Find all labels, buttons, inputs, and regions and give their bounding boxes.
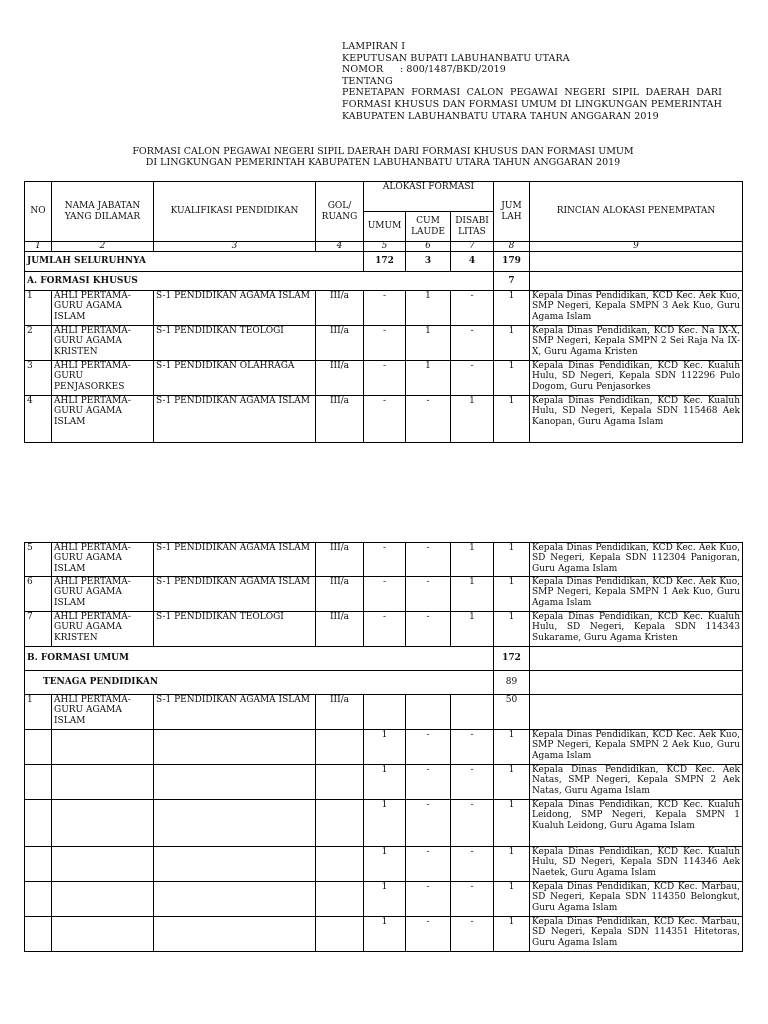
row-umum: 1 — [364, 765, 406, 800]
col-umum: UMUM — [364, 212, 406, 242]
row-gol: III/a — [316, 326, 364, 361]
row-umum: 1 — [364, 917, 406, 952]
index-cell: 7 — [451, 242, 494, 252]
col-no: NO — [25, 182, 52, 242]
tentang-label: TENTANG — [342, 75, 393, 87]
index-cell: 3 — [154, 242, 316, 252]
row-no: 5 — [25, 543, 52, 577]
section-row — [25, 647, 743, 671]
row-disabilitas: 1 — [451, 577, 494, 612]
row-disabilitas: - — [451, 730, 494, 765]
row-kualifikasi: S-1 PENDIDIKAN AGAMA ISLAM — [154, 577, 316, 612]
keputusan-label: KEPUTUSAN BUPATI LABUHANBATU UTARA — [342, 52, 570, 64]
row-kualifikasi: S-1 PENDIDIKAN OLAHRAGA — [154, 361, 316, 396]
appendix-header — [342, 41, 722, 122]
row-rincian: Kepala Dinas Pendidikan, KCD Kec. Kualuh Hulu, SD Negeri, Kepala SDN 114343 Sukarame, Guru Agama Kristen — [530, 612, 743, 647]
row-disabilitas: 1 — [451, 612, 494, 647]
row-kualifikasi: S-1 PENDIDIKAN TEOLOGI — [154, 326, 316, 361]
empty-cell — [154, 847, 316, 882]
formation-table-part-2 — [24, 542, 743, 952]
col-cum-laude: CUM LAUDE — [406, 212, 451, 242]
row-kualifikasi: S-1 PENDIDIKAN AGAMA ISLAM — [154, 543, 316, 577]
row-jumlah: 1 — [494, 847, 530, 882]
row-gol: III/a — [316, 291, 364, 326]
nomor-line — [342, 64, 722, 76]
section-label-khusus: A. FORMASI KHUSUS — [25, 272, 494, 291]
table-row — [25, 396, 743, 443]
row-rincian: Kepala Dinas Pendidikan, KCD Kec. Kualuh Hulu, SD Negeri, Kepala SDN 112296 Pulo Dogom, Guru Penjasorkes — [530, 361, 743, 396]
index-cell: 4 — [316, 242, 364, 252]
row-gol: III/a — [316, 577, 364, 612]
empty-cell — [316, 730, 364, 765]
total-jumlah: 179 — [494, 252, 530, 272]
index-cell: 5 — [364, 242, 406, 252]
row-gol: III/a — [316, 361, 364, 396]
index-cell: 9 — [530, 242, 743, 252]
empty-cell — [530, 647, 743, 671]
empty-cell — [530, 272, 743, 291]
row-no: 4 — [25, 396, 52, 443]
document-title — [24, 147, 742, 169]
row-rincian: Kepala Dinas Pendidikan, KCD Kec. Marbau, SD Negeri, Kepala SDN 114351 Hitetoras, Guru Agama Islam — [530, 917, 743, 952]
empty-cell — [530, 695, 743, 730]
col-alokasi: ALOKASI FORMASI — [364, 182, 494, 212]
index-cell: 1 — [25, 242, 52, 252]
placement-row — [25, 847, 743, 882]
row-rincian: Kepala Dinas Pendidikan, KCD Kec. Kualuh Hulu, SD Negeri, Kepala SDN 114346 Aek Naetek, Guru Agama Islam — [530, 847, 743, 882]
empty-cell — [154, 765, 316, 800]
placement-row — [25, 765, 743, 800]
table-row — [25, 612, 743, 647]
total-label: JUMLAH SELURUHNYA — [25, 252, 364, 272]
subject-line-3: KABUPATEN LABUHANBATU UTARA TAHUN ANGGARAN 2019 — [342, 110, 659, 122]
empty-cell — [451, 695, 494, 730]
table-row — [25, 326, 743, 361]
row-umum: 1 — [364, 800, 406, 847]
col-gol: GOL/ RUANG — [316, 182, 364, 242]
row-rincian: Kepala Dinas Pendidikan, KCD Kec. Aek Kuo, SD Negeri, Kepala SDN 112304 Panigoran, Guru Agama Islam — [530, 543, 743, 577]
index-cell: 8 — [494, 242, 530, 252]
title-line-2: DI LINGKUNGAN PEMERINTAH KABUPATEN LABUHANBATU UTARA TAHUN ANGGARAN 2019 — [145, 156, 621, 168]
row-no: 1 — [25, 695, 52, 730]
title-line-1: FORMASI CALON PEGAWAI NEGERI SIPIL DAERAH DARI FORMASI KHUSUS DAN FORMASI UMUM — [132, 146, 634, 157]
row-disabilitas: - — [451, 847, 494, 882]
row-no: 7 — [25, 612, 52, 647]
row-rincian: Kepala Dinas Pendidikan, KCD Kec. Aek Kuo, SMP Negeri, Kepala SMPN 3 Aek Kuo, Guru Agama Islam — [530, 291, 743, 326]
empty-cell — [25, 765, 52, 800]
job-row — [25, 695, 743, 730]
total-row — [25, 252, 743, 272]
nomor-label: NOMOR — [342, 64, 384, 76]
section-label-umum: B. FORMASI UMUM — [25, 647, 494, 671]
row-rincian: Kepala Dinas Pendidikan, KCD Kec. Aek Kuo, SMP Negeri, Kepala SMPN 2 Aek Kuo, Guru Agama Islam — [530, 730, 743, 765]
placement-row — [25, 800, 743, 847]
row-cum-laude: - — [406, 543, 451, 577]
index-cell: 2 — [52, 242, 154, 252]
row-kualifikasi: S-1 PENDIDIKAN TEOLOGI — [154, 612, 316, 647]
subsection-row — [25, 671, 743, 695]
total-cum-laude: 3 — [406, 252, 451, 272]
row-disabilitas: 1 — [451, 543, 494, 577]
row-no: 2 — [25, 326, 52, 361]
empty-cell — [154, 730, 316, 765]
row-cum-laude: 1 — [406, 326, 451, 361]
index-cell: 6 — [406, 242, 451, 252]
row-cum-laude: 1 — [406, 361, 451, 396]
empty-cell — [52, 765, 154, 800]
empty-cell — [25, 917, 52, 952]
row-jumlah: 1 — [494, 396, 530, 443]
row-jumlah: 1 — [494, 612, 530, 647]
row-cum-laude: - — [406, 765, 451, 800]
column-index-row — [25, 242, 743, 252]
row-cum-laude: - — [406, 396, 451, 443]
total-umum: 172 — [364, 252, 406, 272]
row-cum-laude: - — [406, 847, 451, 882]
row-cum-laude: 1 — [406, 291, 451, 326]
row-umum: - — [364, 396, 406, 443]
row-disabilitas: - — [451, 917, 494, 952]
empty-cell — [52, 800, 154, 847]
row-rincian: Kepala Dinas Pendidikan, KCD Kec. Kualuh Leidong, SMP Negeri, Kepala SMPN 1 Kualuh Leidong, Guru Agama Islam — [530, 800, 743, 847]
row-jabatan: AHLI PERTAMA- GURU AGAMA ISLAM — [52, 695, 154, 730]
section-row — [25, 272, 743, 291]
row-jabatan: AHLI PERTAMA- GURU AGAMA ISLAM — [52, 291, 154, 326]
row-jumlah: 1 — [494, 291, 530, 326]
row-rincian: Kepala Dinas Pendidikan, KCD Kec. Marbau, SD Negeri, Kepala SDN 114350 Belongkut, Guru Agama Islam — [530, 882, 743, 917]
row-cum-laude: - — [406, 577, 451, 612]
empty-cell — [25, 882, 52, 917]
row-jumlah: 1 — [494, 543, 530, 577]
row-rincian: Kepala Dinas Pendidikan, KCD Kec. Na IX-X, SMP Negeri, Kepala SMPN 2 Sei Raja Na IX-X, Guru Agama Kristen — [530, 326, 743, 361]
section-total-umum: 172 — [494, 647, 530, 671]
empty-cell — [52, 847, 154, 882]
row-no: 3 — [25, 361, 52, 396]
row-jabatan: AHLI PERTAMA- GURU AGAMA ISLAM — [52, 396, 154, 443]
placement-row — [25, 917, 743, 952]
nomor-value: : 800/1487/BKD/2019 — [400, 64, 506, 76]
empty-cell — [25, 730, 52, 765]
empty-cell — [364, 695, 406, 730]
table-row — [25, 543, 743, 577]
col-jumlah: JUM LAH — [494, 182, 530, 242]
row-gol: III/a — [316, 695, 364, 730]
row-no: 1 — [25, 291, 52, 326]
table-row — [25, 361, 743, 396]
row-jumlah: 1 — [494, 765, 530, 800]
subject-line-1: PENETAPAN FORMASI CALON PEGAWAI NEGERI SIPIL DAERAH DARI — [342, 87, 722, 99]
empty-cell — [52, 917, 154, 952]
row-cum-laude: - — [406, 882, 451, 917]
lampiran-label: LAMPIRAN I — [342, 41, 406, 52]
row-umum: 1 — [364, 847, 406, 882]
row-jumlah: 1 — [494, 577, 530, 612]
section-total-khusus: 7 — [494, 272, 530, 291]
row-cum-laude: - — [406, 730, 451, 765]
empty-cell — [316, 765, 364, 800]
formation-table-part-1 — [24, 181, 743, 443]
table-row — [25, 291, 743, 326]
row-jabatan: AHLI PERTAMA- GURU AGAMA ISLAM — [52, 577, 154, 612]
empty-cell — [25, 847, 52, 882]
row-kualifikasi: S-1 PENDIDIKAN AGAMA ISLAM — [154, 695, 316, 730]
empty-cell — [154, 917, 316, 952]
col-nama-jabatan: NAMA JABATAN YANG DILAMAR — [52, 182, 154, 242]
row-umum: - — [364, 577, 406, 612]
col-rincian: RINCIAN ALOKASI PENEMPATAN — [530, 182, 743, 242]
row-umum: 1 — [364, 730, 406, 765]
empty-cell — [406, 695, 451, 730]
row-jumlah: 50 — [494, 695, 530, 730]
row-jumlah: 1 — [494, 917, 530, 952]
total-disabilitas: 4 — [451, 252, 494, 272]
subject-line-2: FORMASI KHUSUS DAN FORMASI UMUM DI LINGKUNGAN PEMERINTAH — [342, 98, 722, 110]
empty-cell — [52, 730, 154, 765]
empty-cell — [316, 800, 364, 847]
row-cum-laude: - — [406, 917, 451, 952]
row-disabilitas: - — [451, 882, 494, 917]
row-gol: III/a — [316, 396, 364, 443]
row-disabilitas: - — [451, 291, 494, 326]
row-jumlah: 1 — [494, 882, 530, 917]
empty-cell — [25, 800, 52, 847]
row-jabatan: AHLI PERTAMA- GURU AGAMA ISLAM — [52, 543, 154, 577]
row-jabatan: AHLI PERTAMA- GURU PENJASORKES — [52, 361, 154, 396]
row-umum: - — [364, 612, 406, 647]
placement-row — [25, 882, 743, 917]
empty-cell — [154, 882, 316, 917]
empty-cell — [316, 882, 364, 917]
row-umum: 1 — [364, 882, 406, 917]
row-jumlah: 1 — [494, 800, 530, 847]
row-disabilitas: - — [451, 326, 494, 361]
row-kualifikasi: S-1 PENDIDIKAN AGAMA ISLAM — [154, 291, 316, 326]
row-umum: - — [364, 543, 406, 577]
row-rincian: Kepala Dinas Pendidikan, KCD Kec. Aek Kuo, SMP Negeri, Kepala SMPN 1 Aek Kuo, Guru Agama Islam — [530, 577, 743, 612]
row-gol: III/a — [316, 543, 364, 577]
row-jabatan: AHLI PERTAMA- GURU AGAMA KRISTEN — [52, 612, 154, 647]
empty-cell — [316, 917, 364, 952]
row-disabilitas: 1 — [451, 396, 494, 443]
subsection-label-tenaga: TENAGA PENDIDIKAN — [25, 671, 494, 695]
col-kualifikasi: KUALIFIKASI PENDIDIKAN — [154, 182, 316, 242]
empty-cell — [154, 800, 316, 847]
row-kualifikasi: S-1 PENDIDIKAN AGAMA ISLAM — [154, 396, 316, 443]
placement-row — [25, 730, 743, 765]
empty-cell — [316, 847, 364, 882]
row-gol: III/a — [316, 612, 364, 647]
row-disabilitas: - — [451, 765, 494, 800]
row-no: 6 — [25, 577, 52, 612]
row-rincian: Kepala Dinas Pendidikan, KCD Kec. Aek Natas, SMP Negeri, Kepala SMPN 2 Aek Natas, Guru Agama Islam — [530, 765, 743, 800]
row-jabatan: AHLI PERTAMA- GURU AGAMA KRISTEN — [52, 326, 154, 361]
row-cum-laude: - — [406, 612, 451, 647]
row-jumlah: 1 — [494, 361, 530, 396]
empty-cell — [530, 252, 743, 272]
row-rincian: Kepala Dinas Pendidikan, KCD Kec. Kualuh Hulu, SD Negeri, Kepala SDN 115468 Aek Kanopan, Guru Agama Islam — [530, 396, 743, 443]
col-disabilitas: DISABI LITAS — [451, 212, 494, 242]
row-umum: - — [364, 326, 406, 361]
table-row — [25, 577, 743, 612]
subsection-total-tenaga: 89 — [494, 671, 530, 695]
row-jumlah: 1 — [494, 326, 530, 361]
row-umum: - — [364, 361, 406, 396]
row-disabilitas: - — [451, 361, 494, 396]
row-jumlah: 1 — [494, 730, 530, 765]
empty-cell — [52, 882, 154, 917]
empty-cell — [530, 671, 743, 695]
row-disabilitas: - — [451, 800, 494, 847]
row-umum: - — [364, 291, 406, 326]
row-cum-laude: - — [406, 800, 451, 847]
